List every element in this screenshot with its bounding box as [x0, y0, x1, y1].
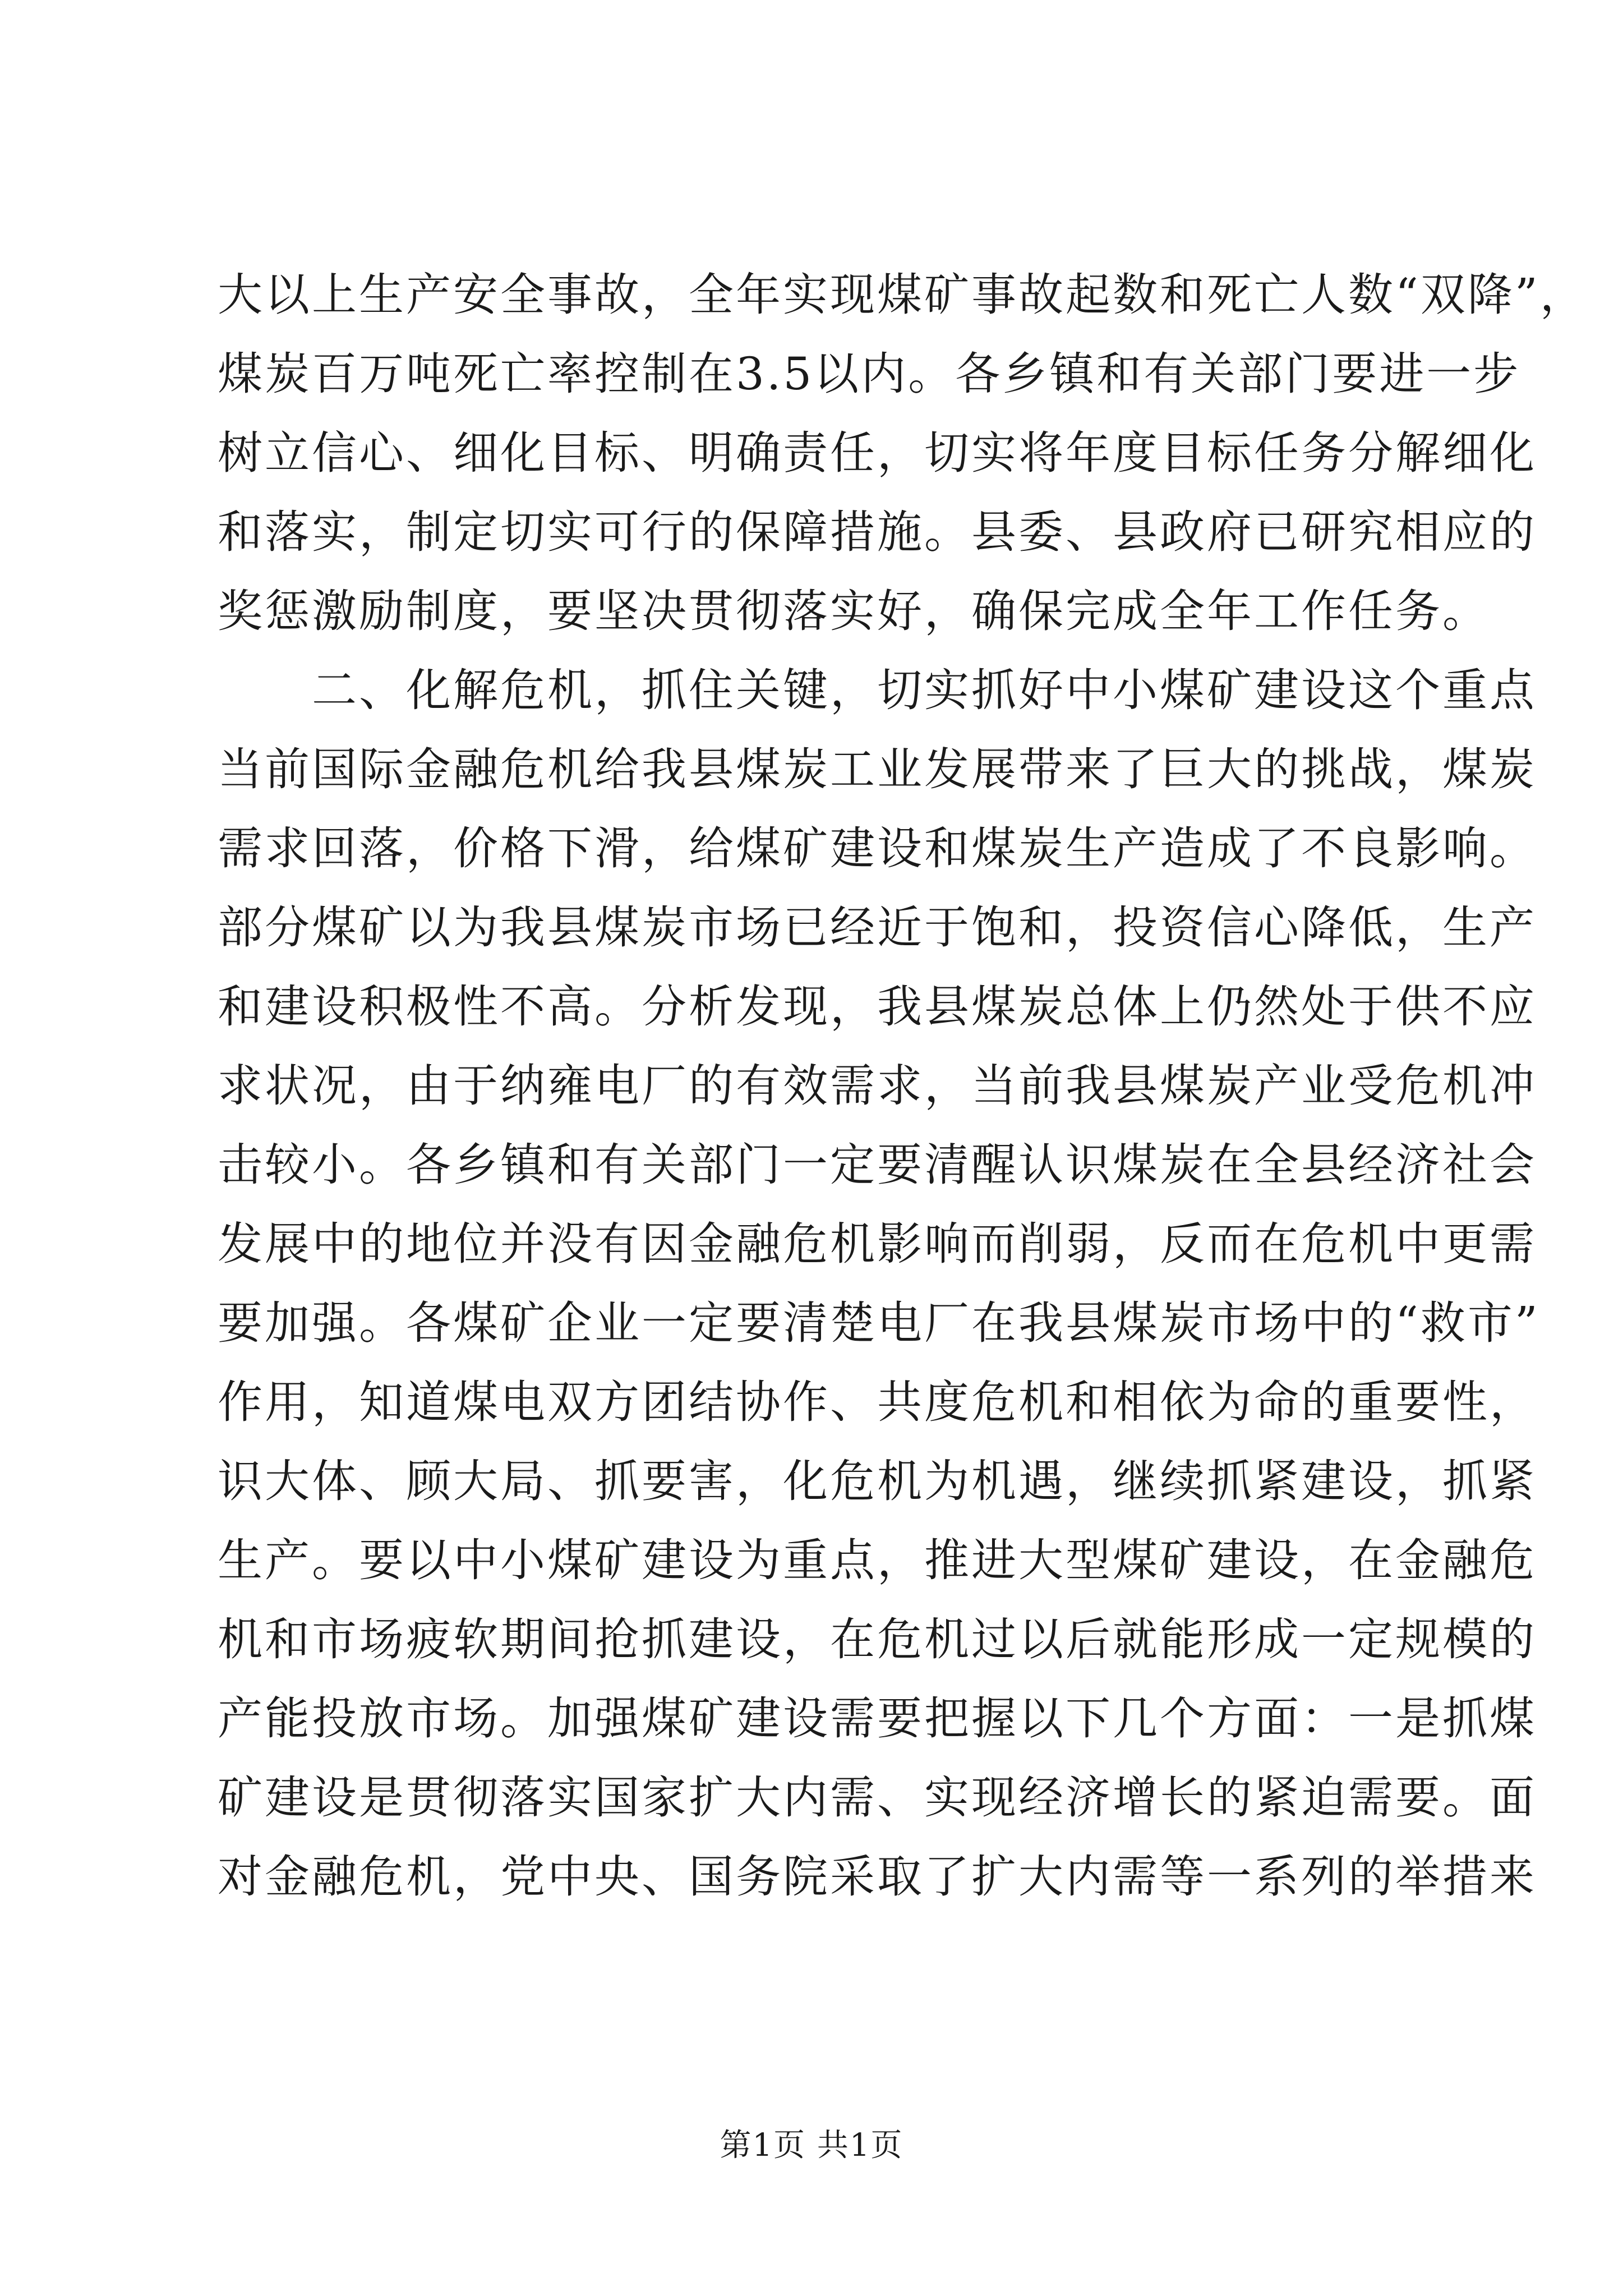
- text-line: 击较小。各乡镇和有关部门一定要清醒认识煤炭在全县经济社会: [218, 1139, 1537, 1191]
- text-line: 奖惩激励制度，要坚决贯彻落实好，确保完成全年工作任务。: [218, 585, 1490, 637]
- text-line: 识大体、顾大局、抓要害，化危机为机遇，继续抓紧建设，抓紧: [218, 1455, 1537, 1507]
- text-line: 和落实，制定切实可行的保障措施。县委、县政府已研究相应的: [218, 506, 1537, 558]
- text-line: 当前国际金融危机给我县煤炭工业发展带来了巨大的挑战，煤炭: [218, 743, 1537, 795]
- text-line: 产能投放市场。加强煤矿建设需要把握以下几个方面：一是抓煤: [218, 1692, 1537, 1745]
- text-line: 大以上生产安全事故，全年实现煤矿事故起数和死亡人数“双降”，: [218, 269, 1587, 321]
- text-line: 机和市场疲软期间抢抓建设，在危机过以后就能形成一定规模的: [218, 1613, 1537, 1665]
- text-line: 部分煤矿以为我县煤炭市场已经近于饱和，投资信心降低，生产: [218, 901, 1537, 954]
- text-line: 作用，知道煤电双方团结协作、共度危机和相依为命的重要性，: [218, 1376, 1537, 1428]
- text-line: 生产。要以中小煤矿建设为重点，推进大型煤矿建设，在金融危: [218, 1534, 1537, 1586]
- text-line: 要加强。各煤矿企业一定要清楚电厂在我县煤炭市场中的“救市”: [218, 1297, 1540, 1349]
- text-line: 对金融危机，党中央、国务院采取了扩大内需等一系列的举措来: [218, 1851, 1537, 1903]
- text-line: 求状况，由于纳雍电厂的有效需求，当前我县煤炭产业受危机冲: [218, 1060, 1537, 1112]
- document-body: [218, 255, 1587, 1916]
- text-line: 树立信心、细化目标、明确责任，切实将年度目标任务分解细化: [218, 427, 1537, 479]
- text-line: 和建设积极性不高。分析发现，我县煤炭总体上仍然处于供不应: [218, 981, 1537, 1033]
- text-line: 矿建设是贯彻落实国家扩大内需、实现经济增长的紧迫需要。面: [218, 1772, 1537, 1824]
- page-footer: [0, 2126, 1623, 2165]
- text-line: 需求回落，价格下滑，给煤矿建设和煤炭生产造成了不良影响。: [218, 822, 1537, 875]
- text-line: 发展中的地位并没有因金融危机影响而削弱，反而在危机中更需: [218, 1218, 1537, 1270]
- page-number-label: 第1页 共1页: [720, 2127, 903, 2164]
- text-line: 煤炭百万吨死亡率控制在3.5以内。各乡镇和有关部门要进一步: [218, 348, 1521, 400]
- section-heading-line: 二、化解危机，抓住关键，切实抓好中小煤矿建设这个重点: [218, 664, 1537, 716]
